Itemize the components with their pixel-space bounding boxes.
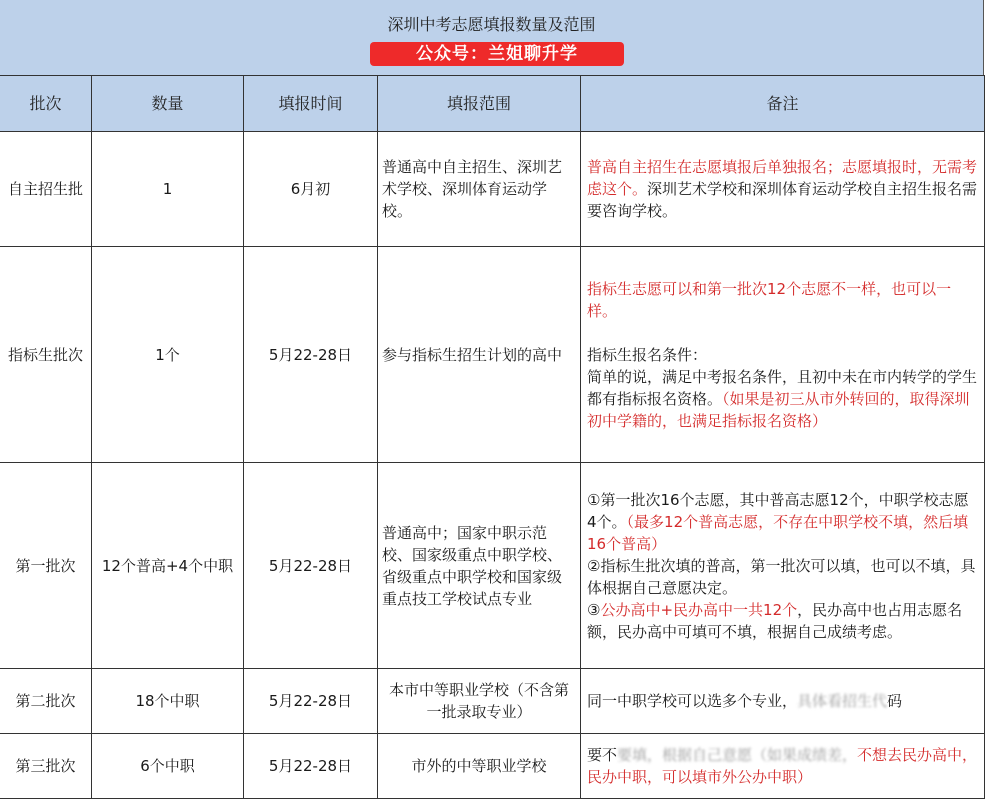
watermark-obscured-text: 要填，根据自己意愿 bbox=[617, 746, 753, 764]
note-highlight: 普高自主招生在志愿填报后单独报名；志愿填报时，无需考虑这个。 bbox=[587, 158, 978, 198]
table-header-row bbox=[0, 76, 985, 132]
note-spacer bbox=[587, 322, 978, 344]
note-text: 码 bbox=[887, 692, 903, 710]
note-text: ①第一批次16个志愿，其中普高志愿12个，中职学校志愿4个。 bbox=[587, 490, 969, 531]
title-band bbox=[0, 0, 984, 76]
note-highlight: 不想去民办高中，民办中职，可以填市外公办中职） bbox=[587, 746, 978, 786]
note-text: 要不 bbox=[587, 746, 618, 764]
cell-time: 5月22-28日 bbox=[244, 734, 378, 799]
cell-time: 5月22-28日 bbox=[244, 463, 378, 669]
note-highlight: （如果是初三从市外转回的，取得深圳初中学籍的，也满足指标报名资格） bbox=[587, 389, 970, 430]
cell-scope: 普通高中自主招生、深圳艺术学校、深圳体育运动学校。 bbox=[378, 132, 581, 247]
note-highlight: 指标生志愿可以和第一批次12个志愿不一样，也可以一样。 bbox=[587, 279, 952, 320]
header-scope: 填报范围 bbox=[378, 76, 581, 132]
table-row bbox=[0, 247, 985, 463]
cell-batch: 第三批次 bbox=[0, 734, 92, 799]
cell-time: 5月22-28日 bbox=[244, 669, 378, 734]
header-batch: 批次 bbox=[0, 76, 92, 132]
cell-count: 6个中职 bbox=[92, 734, 244, 799]
note-item-3 bbox=[587, 599, 978, 643]
watermark-obscured-highlight: （如果成绩差， bbox=[752, 746, 858, 764]
note-text: ③ bbox=[587, 600, 601, 619]
note-text: 深圳艺术学校和深圳体育运动学校自主招生报名需要咨询学校。 bbox=[587, 180, 978, 220]
cell-time: 5月22-28日 bbox=[244, 247, 378, 463]
table-row bbox=[0, 463, 985, 669]
cell-count: 12个普高+4个中职 bbox=[92, 463, 244, 669]
table-row bbox=[0, 132, 985, 247]
cell-time: 6月初 bbox=[244, 132, 378, 247]
cell-note bbox=[581, 132, 985, 247]
note-item-1 bbox=[587, 489, 978, 555]
note-item-2: ②指标生批次填的普高，第一批次可以填，也可以不填，具体根据自己意愿决定。 bbox=[587, 556, 976, 597]
cell-note bbox=[581, 247, 985, 463]
cell-batch: 自主招生批 bbox=[0, 132, 92, 247]
page-title: 深圳中考志愿填报数量及范围 bbox=[387, 15, 596, 34]
cell-note bbox=[581, 734, 985, 799]
cell-note bbox=[581, 669, 985, 734]
note-text: 同一中职学校可以选多个专业， bbox=[587, 692, 798, 710]
table-row bbox=[0, 669, 985, 734]
cell-count: 1 bbox=[92, 132, 244, 247]
watermark-obscured-text: 具体看招生代 bbox=[797, 692, 888, 710]
note-text: ，民办高中也占用志愿名额，民办高中可填可不填，根据自己成绩考虑。 bbox=[587, 600, 963, 641]
cell-count: 18个中职 bbox=[92, 669, 244, 734]
cell-scope: 市外的中等职业学校 bbox=[378, 734, 581, 799]
cell-scope: 本市中等职业学校（不含第一批录取专业） bbox=[378, 669, 581, 734]
cell-count: 1个 bbox=[92, 247, 244, 463]
header-note: 备注 bbox=[581, 76, 985, 132]
cell-batch: 第一批次 bbox=[0, 463, 92, 669]
table-row bbox=[0, 734, 985, 799]
note-highlight: 公办高中+民办高中一共12个 bbox=[600, 600, 798, 619]
header-time: 填报时间 bbox=[244, 76, 378, 132]
cell-scope: 普通高中；国家中职示范校、国家级重点中职学校、省级重点中职学校和国家级重点技工学校试点专业 bbox=[378, 463, 581, 669]
note-paragraph bbox=[587, 366, 978, 432]
account-badge: 公众号：兰姐聊升学 bbox=[370, 42, 624, 66]
cell-batch: 指标生批次 bbox=[0, 247, 92, 463]
note-highlight: （最多12个普高志愿，不存在中职学校不填，然后填16个普高） bbox=[587, 512, 969, 553]
cell-scope: 参与指标生招生计划的高中 bbox=[378, 247, 581, 463]
note-text: 简单的说，满足中考报名条件，且初中未在市内转学的学生都有指标报名资格。 bbox=[587, 367, 978, 408]
header-count: 数量 bbox=[92, 76, 244, 132]
cell-note bbox=[581, 463, 985, 669]
volunteer-table bbox=[0, 75, 985, 799]
note-subtitle: 指标生报名条件： bbox=[587, 345, 708, 364]
cell-batch: 第二批次 bbox=[0, 669, 92, 734]
